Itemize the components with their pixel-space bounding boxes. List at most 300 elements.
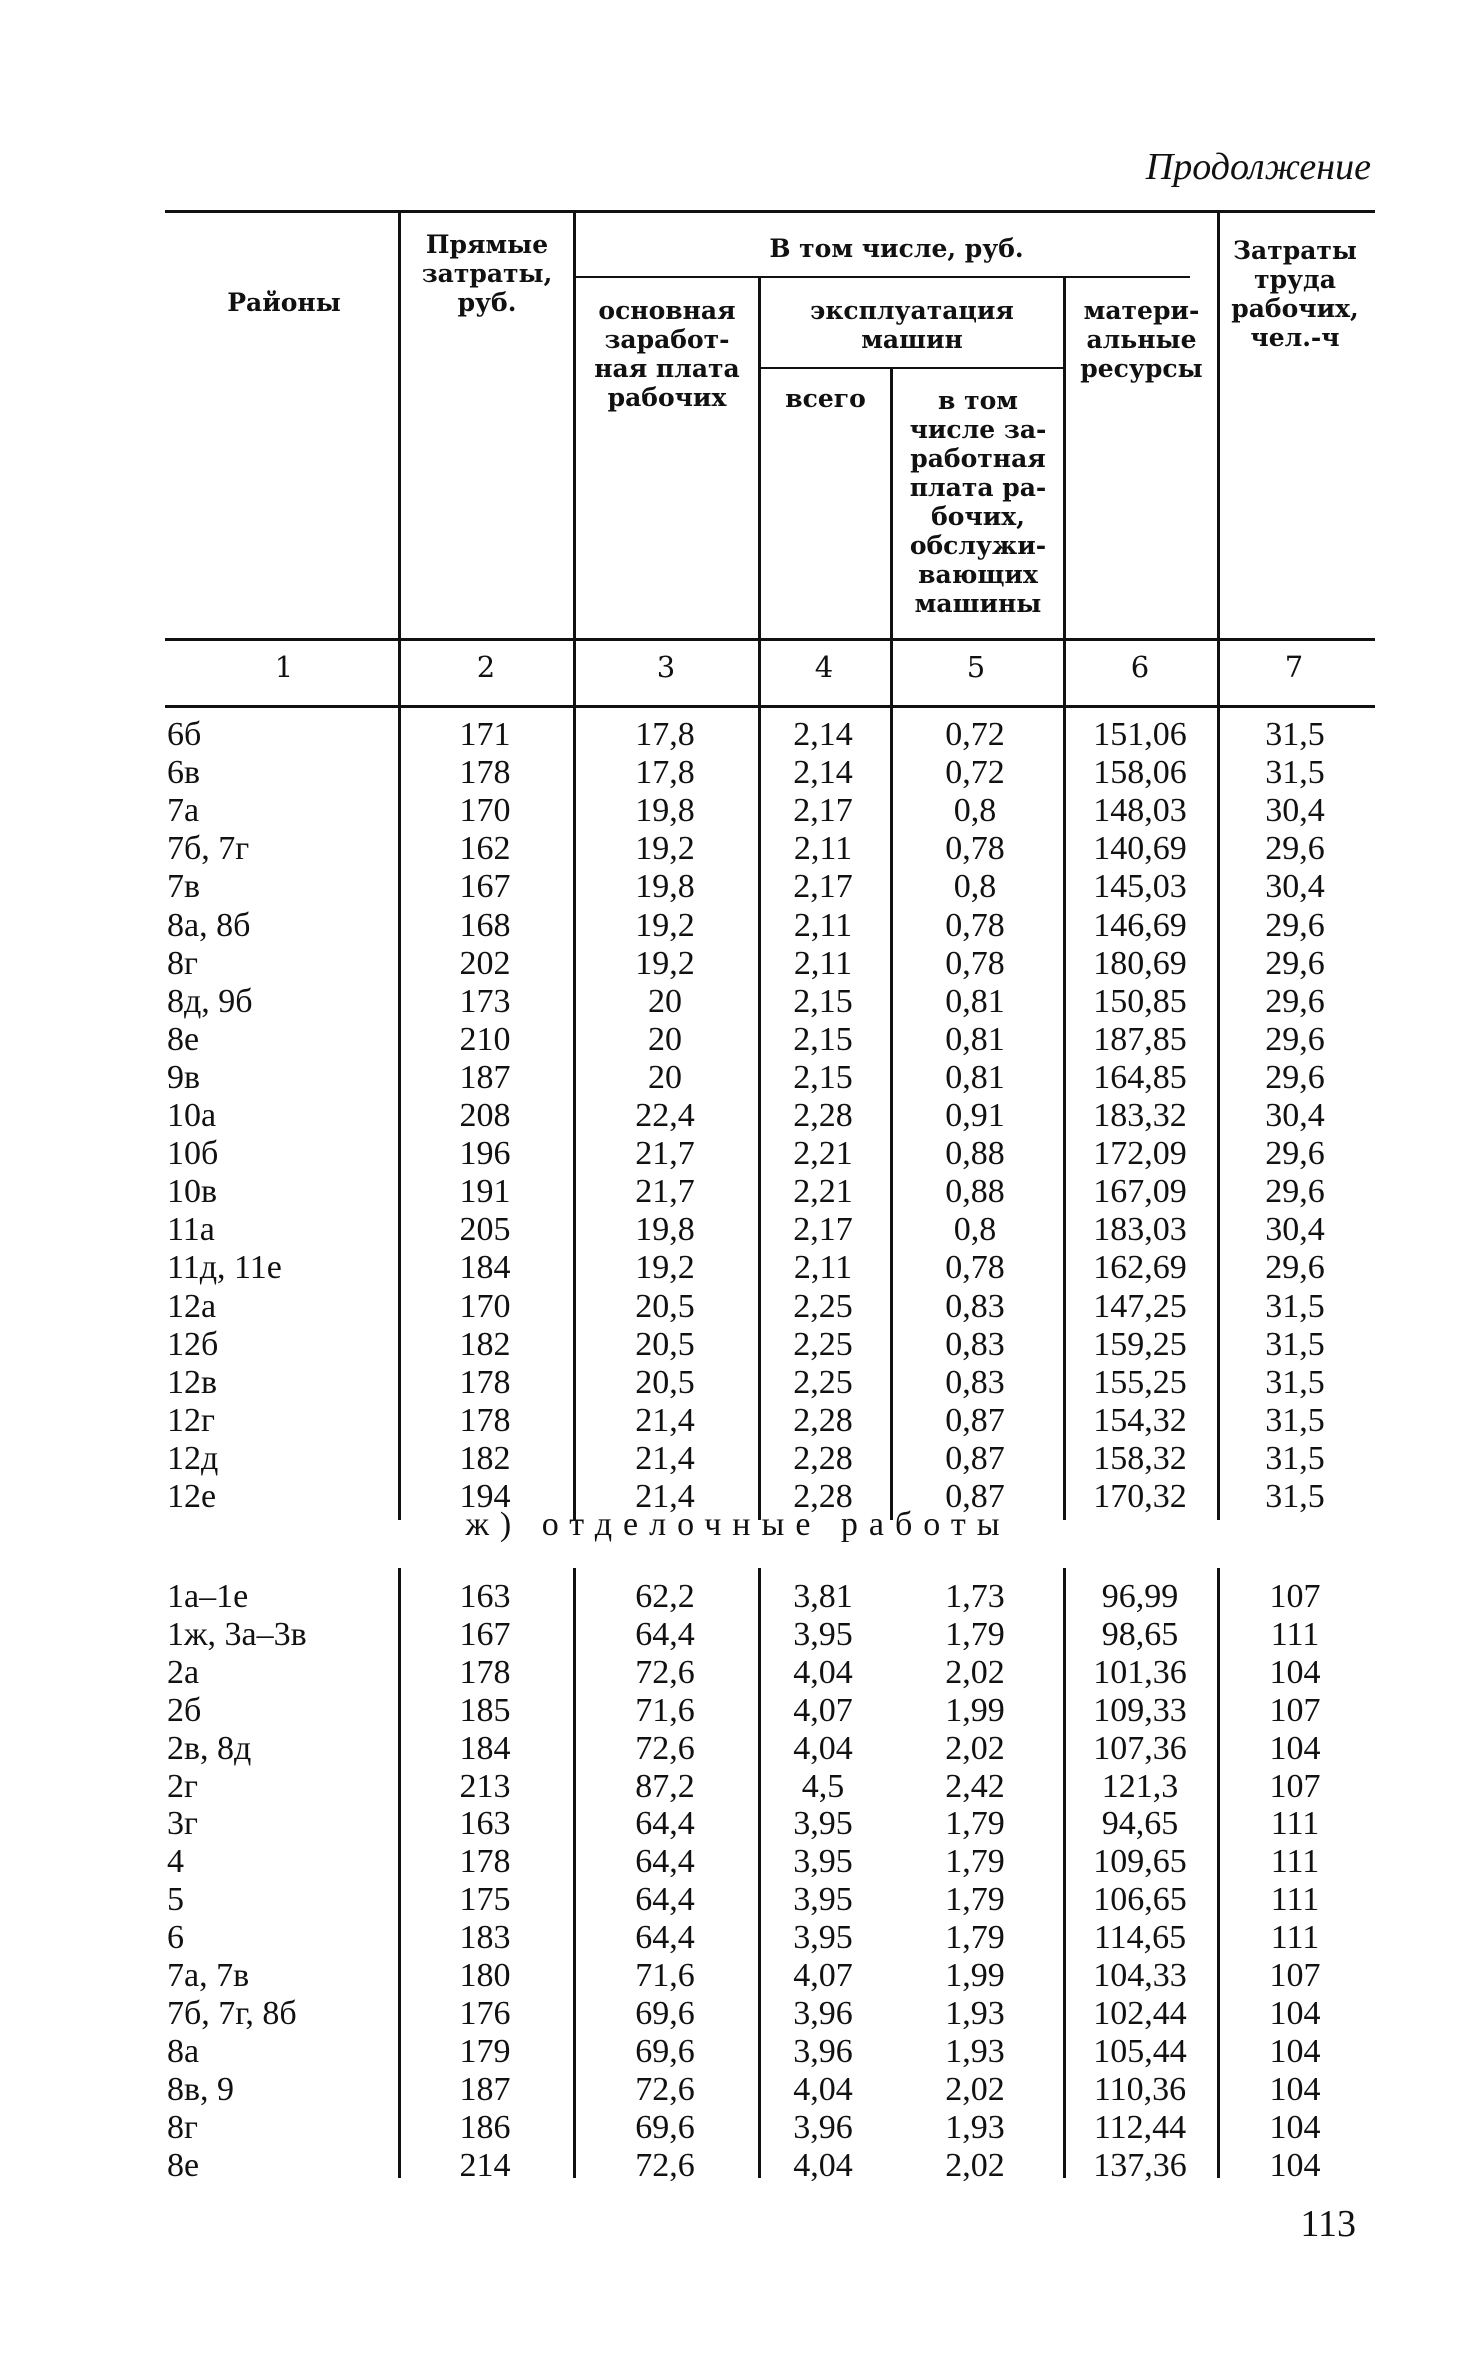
- row-value-col7: 107: [1269, 1691, 1321, 1729]
- row-value-col4: 2,21: [793, 1173, 853, 1211]
- row-value-col6: 159,25: [1093, 1325, 1187, 1363]
- row-value-col3: 17,8: [635, 754, 695, 792]
- row-value-col5: 0,78: [945, 1249, 1005, 1287]
- row-value-col2: 208: [459, 1097, 511, 1134]
- row-value-col6: 146,69: [1093, 906, 1187, 944]
- row-value-col2: 163: [459, 1578, 511, 1615]
- header-col3-line: заработ-: [604, 325, 730, 354]
- row-value-col4: 2,15: [793, 1058, 853, 1096]
- row-district: 10в: [167, 1173, 218, 1211]
- row-value-col4: 4,04: [793, 2146, 853, 2184]
- row-district: 12б: [167, 1325, 219, 1363]
- row-value-col6: 110,36: [1093, 2070, 1187, 2108]
- column-number: 5: [966, 650, 986, 684]
- row-value-col6: 164,85: [1093, 1058, 1187, 1096]
- body1-divider-1: [398, 708, 401, 1520]
- row-value-col6: 121,3: [1101, 1767, 1179, 1805]
- row-value-col7: 31,5: [1265, 1325, 1325, 1363]
- row-value-col2: 178: [459, 754, 511, 792]
- column-number: 1: [274, 650, 294, 684]
- header-col5: [893, 386, 1063, 618]
- row-value-col3: 19,2: [635, 830, 695, 868]
- row-value-col2: 180: [459, 1957, 511, 1994]
- row-district: 8г: [167, 944, 198, 982]
- row-district: 8г: [167, 2108, 198, 2146]
- header-exploit-line: эксплуатация: [810, 296, 1014, 325]
- row-value-col7: 29,6: [1265, 1249, 1325, 1287]
- row-district: 3г: [167, 1805, 198, 1843]
- row-value-col4: 2,17: [793, 792, 853, 830]
- header-divider-2: [573, 212, 576, 705]
- row-value-col2: 167: [459, 868, 511, 906]
- row-value-col7: 107: [1269, 1767, 1321, 1805]
- row-value-col5: 0,8: [953, 792, 997, 830]
- row-value-col2: 162: [459, 830, 511, 868]
- row-district: 7б, 7г: [167, 830, 250, 868]
- row-value-col5: 0,88: [945, 1173, 1005, 1211]
- header-exploit-line: машин: [861, 325, 963, 354]
- row-value-col7: 111: [1270, 1805, 1320, 1843]
- row-value-col2: 202: [459, 944, 511, 982]
- row-value-col6: 109,65: [1093, 1843, 1187, 1881]
- row-value-col4: 2,14: [793, 716, 853, 753]
- column-number: 6: [1130, 650, 1150, 684]
- column-number: 3: [656, 650, 676, 684]
- row-value-col5: 0,91: [945, 1097, 1005, 1134]
- row-value-col6: 112,44: [1093, 2108, 1187, 2146]
- row-value-col5: 0,81: [945, 1058, 1005, 1096]
- row-value-col6: 102,44: [1093, 1994, 1187, 2032]
- row-value-col4: 2,28: [793, 1401, 853, 1439]
- row-value-col2: 170: [459, 1287, 511, 1325]
- row-district: 8в, 9: [167, 2070, 235, 2108]
- row-value-col5: 1,79: [945, 1919, 1005, 1957]
- row-value-col2: 214: [459, 2146, 511, 2184]
- row-value-col3: 20: [648, 1058, 682, 1096]
- row-value-col2: 210: [459, 1020, 511, 1058]
- header-col2-line: Прямые: [425, 230, 549, 259]
- row-value-col4: 2,21: [793, 1135, 853, 1173]
- row-district: 2в, 8д: [167, 1729, 252, 1767]
- row-value-col3: 72,6: [635, 2070, 695, 2108]
- row-value-col4: 2,15: [793, 1020, 853, 1058]
- row-value-col7: 31,5: [1265, 1401, 1325, 1439]
- header-col2: [401, 230, 573, 317]
- row-value-col3: 20,5: [635, 1325, 695, 1363]
- row-value-col3: 69,6: [635, 2108, 695, 2146]
- row-value-col7: 29,6: [1265, 906, 1325, 944]
- row-value-col6: 145,03: [1093, 868, 1187, 906]
- row-value-col5: 0,87: [945, 1401, 1005, 1439]
- row-value-col5: 0,81: [945, 982, 1005, 1020]
- row-district: 12г: [167, 1401, 215, 1439]
- row-district: 7а: [167, 792, 200, 830]
- row-value-col4: 2,25: [793, 1287, 853, 1325]
- row-value-col2: 175: [459, 1881, 511, 1919]
- row-value-col6: 187,85: [1093, 1020, 1187, 1058]
- row-value-col3: 21,4: [635, 1401, 695, 1439]
- row-value-col4: 4,5: [801, 1767, 845, 1805]
- row-value-col2: 183: [459, 1919, 511, 1957]
- row-value-col7: 30,4: [1265, 1097, 1325, 1134]
- row-value-col4: 2,17: [793, 868, 853, 906]
- header-col7: [1220, 236, 1370, 352]
- row-value-col6: 148,03: [1093, 792, 1187, 830]
- header-col5-line: бочих,: [931, 502, 1025, 531]
- row-value-col7: 30,4: [1265, 868, 1325, 906]
- row-value-col4: 3,96: [793, 2032, 853, 2070]
- row-value-col2: 167: [459, 1615, 511, 1653]
- row-value-col6: 155,25: [1093, 1363, 1187, 1401]
- row-value-col7: 107: [1269, 1578, 1321, 1615]
- row-value-col7: 31,5: [1265, 1287, 1325, 1325]
- row-value-col2: 178: [459, 1653, 511, 1691]
- row-value-col5: 2,02: [945, 2146, 1005, 2184]
- row-district: 9в: [167, 1058, 201, 1096]
- row-value-col7: 111: [1270, 1881, 1320, 1919]
- row-value-col6: 183,03: [1093, 1211, 1187, 1249]
- row-district: 6в: [167, 754, 201, 792]
- row-district: 12а: [167, 1287, 217, 1325]
- row-value-col7: 31,5: [1265, 1478, 1325, 1515]
- row-value-col6: 147,25: [1093, 1287, 1187, 1325]
- row-value-col3: 64,4: [635, 1919, 695, 1957]
- header-col5-line: числе за-: [909, 415, 1047, 444]
- row-value-col3: 64,4: [635, 1843, 695, 1881]
- row-value-col6: 104,33: [1093, 1957, 1187, 1994]
- row-value-col3: 19,8: [635, 868, 695, 906]
- row-district: 6: [167, 1919, 184, 1957]
- row-value-col4: 2,11: [793, 906, 853, 944]
- row-value-col4: 2,25: [793, 1363, 853, 1401]
- exploit-under-rule: [760, 367, 1065, 369]
- row-district: 6б: [167, 716, 202, 753]
- row-value-col3: 21,7: [635, 1135, 695, 1173]
- header-exploit: [761, 296, 1063, 354]
- row-value-col7: 104: [1269, 2146, 1321, 2184]
- row-value-col6: 150,85: [1093, 982, 1187, 1020]
- row-value-col5: 2,02: [945, 1729, 1005, 1767]
- row-value-col3: 20: [648, 982, 682, 1020]
- row-value-col3: 17,8: [635, 716, 695, 753]
- row-value-col6: 98,65: [1101, 1615, 1179, 1653]
- row-value-col4: 2,11: [793, 944, 853, 982]
- row-value-col5: 0,87: [945, 1439, 1005, 1477]
- row-value-col4: 3,96: [793, 2108, 853, 2146]
- row-value-col5: 1,79: [945, 1843, 1005, 1881]
- row-value-col5: 1,93: [945, 1994, 1005, 2032]
- row-value-col5: 1,79: [945, 1615, 1005, 1653]
- row-value-col7: 31,5: [1265, 716, 1325, 753]
- row-value-col4: 2,25: [793, 1325, 853, 1363]
- row-value-col3: 19,8: [635, 1211, 695, 1249]
- row-value-col5: 0,81: [945, 1020, 1005, 1058]
- row-value-col3: 20,5: [635, 1363, 695, 1401]
- row-value-col2: 191: [459, 1173, 511, 1211]
- row-value-col3: 21,4: [635, 1478, 695, 1515]
- header-incl-line: В том числе, руб.: [769, 234, 1024, 263]
- header-col2-line: руб.: [457, 288, 517, 317]
- row-value-col3: 87,2: [635, 1767, 695, 1805]
- row-value-col2: 171: [459, 716, 511, 753]
- column-number: 4: [814, 650, 834, 684]
- row-value-col4: 4,07: [793, 1957, 853, 1994]
- row-value-col5: 0,83: [945, 1363, 1005, 1401]
- row-district: 7а, 7в: [167, 1957, 250, 1994]
- row-value-col3: 64,4: [635, 1805, 695, 1843]
- header-col5-line: в том: [938, 386, 1018, 415]
- header-col6-line: ресурсы: [1080, 354, 1203, 383]
- column-number: 7: [1284, 650, 1304, 684]
- row-value-col2: 185: [459, 1691, 511, 1729]
- row-value-col4: 2,11: [793, 1249, 853, 1287]
- header-col5-line: вающих: [918, 560, 1038, 589]
- row-value-col4: 3,95: [793, 1615, 853, 1653]
- body2-divider-1: [398, 1568, 401, 2178]
- row-value-col3: 19,2: [635, 906, 695, 944]
- row-value-col5: 2,02: [945, 1653, 1005, 1691]
- row-value-col6: 158,06: [1093, 754, 1187, 792]
- row-value-col5: 0,78: [945, 906, 1005, 944]
- page-number: 113: [1300, 2203, 1356, 2245]
- row-district: 10б: [167, 1135, 219, 1173]
- row-value-col3: 19,2: [635, 944, 695, 982]
- row-value-col7: 29,6: [1265, 1058, 1325, 1096]
- row-value-col6: 96,99: [1101, 1578, 1179, 1615]
- row-value-col7: 29,6: [1265, 982, 1325, 1020]
- row-value-col2: 178: [459, 1843, 511, 1881]
- row-value-col3: 21,4: [635, 1439, 695, 1477]
- row-value-col2: 205: [459, 1211, 511, 1249]
- row-value-col3: 20: [648, 1020, 682, 1058]
- row-value-col6: 180,69: [1093, 944, 1187, 982]
- row-value-col2: 178: [459, 1363, 511, 1401]
- row-value-col7: 31,5: [1265, 754, 1325, 792]
- header-incl: [576, 234, 1217, 263]
- row-district: 8а: [167, 2032, 200, 2070]
- row-value-col3: 69,6: [635, 1994, 695, 2032]
- row-value-col7: 111: [1270, 1843, 1320, 1881]
- row-value-col4: 3,95: [793, 1919, 853, 1957]
- row-value-col5: 0,78: [945, 830, 1005, 868]
- row-value-col2: 170: [459, 792, 511, 830]
- row-value-col3: 71,6: [635, 1691, 695, 1729]
- row-value-col7: 104: [1269, 1729, 1321, 1767]
- row-value-col2: 187: [459, 2070, 511, 2108]
- row-value-col2: 194: [459, 1478, 511, 1515]
- row-district: 7б, 7г, 8б: [167, 1994, 297, 2032]
- header-col2-line: затраты,: [421, 259, 553, 288]
- row-value-col2: 168: [459, 906, 511, 944]
- row-value-col3: 19,2: [635, 1249, 695, 1287]
- header-col3-line: основная: [598, 296, 736, 325]
- row-value-col5: 0,8: [953, 868, 997, 906]
- row-value-col4: 4,04: [793, 1729, 853, 1767]
- row-value-col6: 137,36: [1093, 2146, 1187, 2184]
- row-value-col7: 29,6: [1265, 830, 1325, 868]
- table-top-rule: [165, 210, 1375, 213]
- row-value-col5: 0,72: [945, 716, 1005, 753]
- row-value-col5: 1,99: [945, 1691, 1005, 1729]
- row-district: 10а: [167, 1097, 217, 1134]
- row-district: 12в: [167, 1363, 218, 1401]
- row-value-col5: 1,79: [945, 1805, 1005, 1843]
- row-value-col2: 163: [459, 1805, 511, 1843]
- row-value-col5: 0,72: [945, 754, 1005, 792]
- row-value-col6: 183,32: [1093, 1097, 1187, 1134]
- row-value-col3: 72,6: [635, 2146, 695, 2184]
- row-value-col6: 158,32: [1093, 1439, 1187, 1477]
- header-col1-line: Районы: [227, 288, 341, 317]
- row-value-col6: 109,33: [1093, 1691, 1187, 1729]
- row-value-col2: 196: [459, 1135, 511, 1173]
- row-value-col3: 19,8: [635, 792, 695, 830]
- row-district: 2а: [167, 1653, 200, 1691]
- header-col6-line: матери-: [1083, 296, 1200, 325]
- section2-title: ж) отделочные работы: [465, 1506, 1011, 1543]
- row-value-col7: 111: [1270, 1919, 1320, 1957]
- row-value-col2: 178: [459, 1401, 511, 1439]
- row-value-col6: 151,06: [1093, 716, 1187, 753]
- row-value-col3: 64,4: [635, 1881, 695, 1919]
- header-col5-line: машины: [914, 589, 1042, 618]
- row-value-col5: 0,83: [945, 1287, 1005, 1325]
- row-value-col4: 2,15: [793, 982, 853, 1020]
- header-col3: [576, 296, 758, 412]
- row-value-col7: 30,4: [1265, 1211, 1325, 1249]
- row-value-col2: 176: [459, 1994, 511, 2032]
- row-value-col5: 2,02: [945, 2070, 1005, 2108]
- row-value-col6: 170,32: [1093, 1478, 1187, 1515]
- header-col7-line: чел.-ч: [1250, 323, 1340, 352]
- row-value-col6: 172,09: [1093, 1135, 1187, 1173]
- row-district: 12е: [167, 1478, 217, 1515]
- continued-label: Продолжение: [1145, 146, 1371, 188]
- header-col7-line: труда: [1254, 265, 1336, 294]
- row-value-col5: 1,79: [945, 1881, 1005, 1919]
- row-district: 7в: [167, 868, 201, 906]
- row-value-col4: 2,28: [793, 1478, 853, 1515]
- row-value-col4: 2,11: [793, 830, 853, 868]
- row-value-col7: 30,4: [1265, 792, 1325, 830]
- row-value-col6: 114,65: [1093, 1919, 1187, 1957]
- row-value-col4: 3,95: [793, 1881, 853, 1919]
- row-district: 8е: [167, 1020, 200, 1058]
- body2-divider-2: [573, 1568, 576, 2178]
- row-value-col2: 213: [459, 1767, 511, 1805]
- row-value-col2: 187: [459, 1058, 511, 1096]
- row-value-col6: 94,65: [1101, 1805, 1179, 1843]
- row-value-col5: 1,93: [945, 2032, 1005, 2070]
- row-district: 11д, 11е: [167, 1249, 282, 1287]
- incl-under-rule: [575, 276, 1190, 278]
- row-district: 1ж, 3а–3в: [167, 1615, 307, 1653]
- row-value-col4: 2,28: [793, 1097, 853, 1134]
- row-value-col7: 104: [1269, 2070, 1321, 2108]
- header-col7-line: Затраты: [1233, 236, 1357, 265]
- row-value-col5: 1,99: [945, 1957, 1005, 1994]
- row-value-col7: 29,6: [1265, 1020, 1325, 1058]
- header-col4-line: всего: [785, 384, 866, 413]
- row-value-col7: 104: [1269, 2108, 1321, 2146]
- header-col5-line: плата ра-: [909, 473, 1047, 502]
- row-value-col6: 101,36: [1093, 1653, 1187, 1691]
- row-value-col4: 4,04: [793, 1653, 853, 1691]
- row-district: 8д, 9б: [167, 982, 253, 1020]
- header-col7-line: рабочих,: [1231, 294, 1359, 323]
- row-district: 4: [167, 1843, 184, 1881]
- row-value-col6: 107,36: [1093, 1729, 1187, 1767]
- row-district: 8е: [167, 2146, 200, 2184]
- row-value-col3: 22,4: [635, 1097, 695, 1134]
- row-value-col4: 3,96: [793, 1994, 853, 2032]
- header-col5-line: работная: [910, 444, 1046, 473]
- row-value-col2: 182: [459, 1325, 511, 1363]
- row-value-col2: 184: [459, 1249, 511, 1287]
- row-value-col5: 0,8: [953, 1211, 997, 1249]
- header-col6: [1066, 296, 1217, 383]
- column-number: 2: [476, 650, 496, 684]
- row-value-col6: 162,69: [1093, 1249, 1187, 1287]
- row-value-col5: 1,73: [945, 1578, 1005, 1615]
- row-value-col7: 104: [1269, 1653, 1321, 1691]
- row-value-col6: 154,32: [1093, 1401, 1187, 1439]
- row-value-col6: 167,09: [1093, 1173, 1187, 1211]
- row-value-col7: 104: [1269, 2032, 1321, 2070]
- row-value-col7: 29,6: [1265, 1135, 1325, 1173]
- row-value-col5: 0,87: [945, 1478, 1005, 1515]
- row-value-col7: 29,6: [1265, 944, 1325, 982]
- row-district: 8а, 8б: [167, 906, 251, 944]
- row-value-col3: 62,2: [635, 1578, 695, 1615]
- row-value-col3: 20,5: [635, 1287, 695, 1325]
- row-value-col4: 3,95: [793, 1843, 853, 1881]
- row-value-col3: 72,6: [635, 1653, 695, 1691]
- header-col5-line: обслужи-: [909, 531, 1047, 560]
- row-value-col6: 105,44: [1093, 2032, 1187, 2070]
- row-value-col4: 2,14: [793, 754, 853, 792]
- row-value-col2: 173: [459, 982, 511, 1020]
- row-value-col5: 2,42: [945, 1767, 1005, 1805]
- row-value-col7: 107: [1269, 1957, 1321, 1994]
- column-numbers-rule: [165, 705, 1375, 708]
- row-value-col2: 179: [459, 2032, 511, 2070]
- row-value-col2: 184: [459, 1729, 511, 1767]
- row-value-col3: 69,6: [635, 2032, 695, 2070]
- row-district: 11а: [167, 1211, 215, 1249]
- body1-divider-2: [573, 708, 576, 1520]
- row-value-col2: 186: [459, 2108, 511, 2146]
- row-district: 5: [167, 1881, 184, 1919]
- row-value-col4: 3,95: [793, 1805, 853, 1843]
- row-district: 12д: [167, 1439, 219, 1477]
- row-value-col5: 0,83: [945, 1325, 1005, 1363]
- header-col3-line: рабочих: [607, 383, 727, 412]
- row-value-col5: 1,93: [945, 2108, 1005, 2146]
- row-district: 1а–1е: [167, 1578, 249, 1615]
- row-value-col4: 3,81: [793, 1578, 853, 1615]
- header-bottom-rule: [165, 638, 1375, 641]
- row-district: 2г: [167, 1767, 198, 1805]
- row-district: 2б: [167, 1691, 202, 1729]
- row-value-col4: 4,07: [793, 1691, 853, 1729]
- row-value-col3: 72,6: [635, 1729, 695, 1767]
- row-value-col4: 4,04: [793, 2070, 853, 2108]
- row-value-col2: 182: [459, 1439, 511, 1477]
- row-value-col7: 111: [1270, 1615, 1320, 1653]
- row-value-col4: 2,28: [793, 1439, 853, 1477]
- row-value-col6: 106,65: [1093, 1881, 1187, 1919]
